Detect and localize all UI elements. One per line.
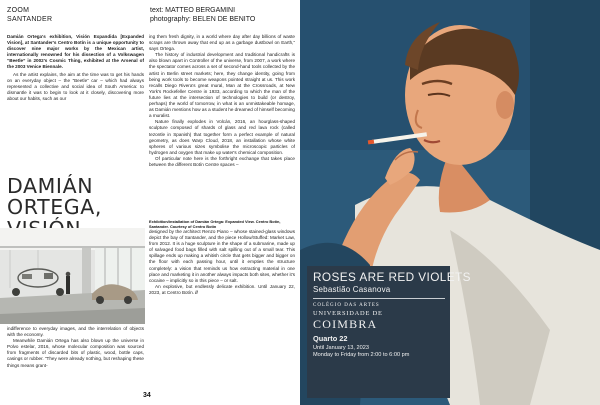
article-closing-text: An explosive, but endlessly delicate exhibition. Until January 22, 2023, at Centro Botín. bbox=[149, 283, 295, 295]
exhibition-photo bbox=[0, 228, 145, 324]
article-paragraph: Meanwhile Damián Ortega has also blown up the universe in Polvo estelar, 2016, whose molecular composition was sourced from fragments of discarded bits of plastic, wood, bottle caps, casings or rubber. “They were already nothing, but reshaping these things means grant- bbox=[7, 338, 144, 368]
page-number: 34 bbox=[143, 392, 151, 399]
venue-room: Quarto 22 bbox=[313, 334, 348, 343]
article-paragraph: indifference to everyday images, and the interrelation of objects with the economy. bbox=[7, 326, 144, 338]
institution-line: UNIVERSIDADE DE bbox=[313, 310, 383, 317]
exhibition-title: ROSES ARE RED VIOLETS bbox=[313, 270, 471, 284]
article-column-2 bbox=[149, 34, 295, 220]
opening-hours: Monday to Friday from 2:00 to 6:00 pm bbox=[313, 352, 410, 358]
institution-line: COLÉGIO DAS ARTES bbox=[313, 303, 380, 308]
article-column-1 bbox=[7, 34, 144, 160]
exhibition-photo-drawing bbox=[0, 228, 145, 324]
article-paragraph: As the artist explains, the aim at the time was to get his hands on an everyday object – the “Beetle” car – which had always represented a collective and social idea of South America: to dismantle it was to begin to look at it closely, discovering more about our habits, such as our bbox=[7, 71, 144, 101]
advert-page bbox=[300, 0, 600, 405]
section-label bbox=[7, 7, 52, 24]
photo-caption: Exhibition/installation of Damián Ortega: Expanded View. Centro Botín, Santander. Courtesy of Centro Botín bbox=[149, 219, 281, 229]
text-credit: text: MATTEO BERGAMINI bbox=[150, 7, 236, 14]
artist-name: Sebastião Casanova bbox=[313, 285, 391, 294]
article-column-4 bbox=[7, 326, 144, 394]
section-label-line: SANTANDER bbox=[7, 15, 53, 23]
divider bbox=[313, 298, 445, 299]
article-column-3 bbox=[149, 229, 295, 389]
photo-credit: photography: BELEN DE BENITO bbox=[150, 15, 256, 23]
article-paragraph: Of particular note here is the forthright exchange that takes place between the different Botín Centre spaces – bbox=[149, 155, 295, 167]
headline-line: ORTEGA, bbox=[7, 195, 102, 220]
institution-name: COIMBRA bbox=[313, 317, 378, 331]
article-credits bbox=[150, 7, 295, 24]
article-paragraph bbox=[149, 284, 295, 296]
article-paragraph: Nature finally explodes in Volcán, 2016, an hourglass-shaped sculpture composed of shards of glass and red lava rock (called tezontle in Spanish) that together form a perfect example of natural geometry, as does Warp Cloud, 2018, an installation whose white spheres of various sizes symbolise the microscopic particles of hydrogen and oxygen that make up water's chemical composition. bbox=[149, 119, 295, 155]
exhibition-dates: Until January 13, 2023 bbox=[313, 345, 369, 351]
article-lead: Damián Ortega's exhibition, Visión Expandida [Expanded Vision], at Santander's Centro Botín is a unique opportunity to discover nine major works by the Mexican artist, internationally renowned for his dissection of a Volkswagen “Beetle” in 2002's Cosmic Thing, exhibited at the Arsenal of the 2003 Venice Biennale. bbox=[7, 34, 144, 70]
headline-line: DAMIÁN bbox=[7, 173, 94, 198]
end-mark: // bbox=[195, 289, 198, 295]
article-paragraph: The history of industrial development and traditional handicrafts is also blown apart in Controller of the universe, from 2007, a work where the spectator comes across a set of second-hand tools collected by the artist in Berlin street markets; here, they change identity, going from being work tools to become weapons pointed straight at us. This work recalls Diego Rivera's great mural, Man at the Crossroads, at New York's Rockefeller Centre in 1933, according to which the man of the future lies at the intersection of technologies to build (or destroy, perhaps) the world of tomorrow, in what is an unmistakeable homage, as Damián mentions how as a student he dreamed of himself becoming a muralist. bbox=[149, 52, 295, 119]
article-paragraph: designed by the architect Renzo Piano – whose stained-glass windows depict the bay of Santander, and the piece Hollow/Stuffed: Market Law, from 2012. It is a huge sculpture in the shape of a submarine, made up of salvaged food bags filled with salt spilling out of a small tear. This spillage ends up making a whitish circle that gets bigger and bigger on the floor with each passing hour, until it empties the structure completely: a vision that reminds us how extracting material in one place and marketing it in another always impacts both sites, whether it's cocaine – implicitly so in this piece – or salt. bbox=[149, 229, 295, 283]
section-label-line: ZOOM bbox=[7, 7, 30, 14]
article-paragraph: ing them fresh dignity, in a world where day after day billions of waste scraps are thrown away that end up as a garbage dustbowl on Earth,” says Ortega. bbox=[149, 34, 295, 52]
